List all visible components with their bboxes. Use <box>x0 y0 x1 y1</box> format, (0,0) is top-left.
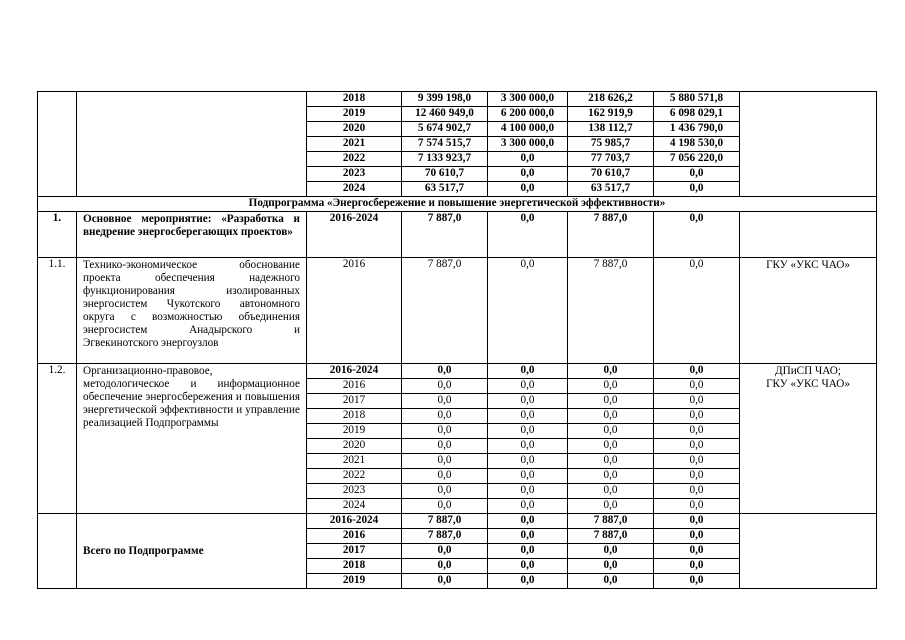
total-cell: 0,0 <box>402 454 488 469</box>
year-cell: 2017 <box>307 394 402 409</box>
value-cell: 0,0 <box>488 559 568 574</box>
total-cell: 63 517,7 <box>402 182 488 197</box>
value-cell: 0,0 <box>654 469 740 484</box>
total-cell: 0,0 <box>402 559 488 574</box>
total-cell: 0,0 <box>402 574 488 589</box>
number-cell <box>38 92 77 197</box>
value-cell: 0,0 <box>488 499 568 514</box>
total-cell: 0,0 <box>402 394 488 409</box>
value-cell: 6 200 000,0 <box>488 107 568 122</box>
year-cell: 2017 <box>307 544 402 559</box>
value-cell: 162 919,9 <box>568 107 654 122</box>
year-cell: 2016-2024 <box>307 514 402 529</box>
name-cell <box>77 92 307 197</box>
total-cell: 0,0 <box>402 439 488 454</box>
subtotal-label: Всего по Подпрограмме <box>77 514 307 589</box>
total-cell: 12 460 949,0 <box>402 107 488 122</box>
year-cell: 2016 <box>307 379 402 394</box>
value-cell: 0,0 <box>654 167 740 182</box>
value-cell: 5 880 571,8 <box>654 92 740 107</box>
year-cell: 2018 <box>307 409 402 424</box>
year-cell: 2016-2024 <box>307 364 402 379</box>
year-cell: 2021 <box>307 454 402 469</box>
responsible-line: ГКУ «УКС ЧАО» <box>766 378 850 390</box>
value-cell: 7 887,0 <box>568 529 654 544</box>
value-cell: 0,0 <box>568 424 654 439</box>
total-cell: 0,0 <box>402 469 488 484</box>
value-cell: 0,0 <box>654 258 740 364</box>
value-cell: 0,0 <box>488 212 568 258</box>
value-cell: 3 300 000,0 <box>488 137 568 152</box>
item-number: 1.1. <box>38 258 77 364</box>
subprogram-row <box>38 197 877 212</box>
value-cell: 0,0 <box>654 484 740 499</box>
value-cell: 0,0 <box>488 574 568 589</box>
value-cell: 0,0 <box>488 484 568 499</box>
item-number: 1.2. <box>38 364 77 514</box>
year-cell: 2024 <box>307 182 402 197</box>
budget-table <box>37 91 877 589</box>
table-row <box>38 92 877 107</box>
total-cell: 0,0 <box>402 499 488 514</box>
total-cell: 0,0 <box>402 544 488 559</box>
value-cell: 0,0 <box>654 379 740 394</box>
value-cell: 0,0 <box>654 454 740 469</box>
value-cell: 77 703,7 <box>568 152 654 167</box>
year-cell: 2022 <box>307 469 402 484</box>
year-cell: 2021 <box>307 137 402 152</box>
year-cell: 2023 <box>307 484 402 499</box>
value-cell: 75 985,7 <box>568 137 654 152</box>
value-cell: 3 300 000,0 <box>488 92 568 107</box>
value-cell: 0,0 <box>654 424 740 439</box>
table-row <box>38 364 877 379</box>
year-cell: 2020 <box>307 122 402 137</box>
value-cell: 7 887,0 <box>568 212 654 258</box>
total-cell: 0,0 <box>402 424 488 439</box>
value-cell: 218 626,2 <box>568 92 654 107</box>
value-cell: 0,0 <box>488 167 568 182</box>
year-cell: 2024 <box>307 499 402 514</box>
responsible-cell: ГКУ «УКС ЧАО» <box>740 258 877 364</box>
value-cell: 0,0 <box>654 409 740 424</box>
value-cell: 0,0 <box>654 574 740 589</box>
total-cell: 9 399 198,0 <box>402 92 488 107</box>
value-cell: 0,0 <box>488 439 568 454</box>
value-cell: 0,0 <box>488 409 568 424</box>
total-cell: 0,0 <box>402 364 488 379</box>
year-cell: 2016-2024 <box>307 212 402 258</box>
value-cell: 0,0 <box>488 394 568 409</box>
year-cell: 2019 <box>307 574 402 589</box>
total-cell: 7 887,0 <box>402 258 488 364</box>
value-cell: 0,0 <box>568 574 654 589</box>
value-cell: 0,0 <box>568 484 654 499</box>
total-cell: 0,0 <box>402 484 488 499</box>
value-cell: 7 056 220,0 <box>654 152 740 167</box>
value-cell: 0,0 <box>488 182 568 197</box>
year-cell: 2018 <box>307 92 402 107</box>
responsible-cell <box>740 212 877 258</box>
value-cell: 6 098 029,1 <box>654 107 740 122</box>
value-cell: 0,0 <box>488 424 568 439</box>
total-cell: 70 610,7 <box>402 167 488 182</box>
total-cell: 5 674 902,7 <box>402 122 488 137</box>
value-cell: 0,0 <box>488 258 568 364</box>
item-number: 1. <box>38 212 77 258</box>
total-cell: 7 133 923,7 <box>402 152 488 167</box>
total-cell: 7 887,0 <box>402 514 488 529</box>
value-cell: 4 198 530,0 <box>654 137 740 152</box>
value-cell: 0,0 <box>568 469 654 484</box>
value-cell: 0,0 <box>654 439 740 454</box>
value-cell: 1 436 790,0 <box>654 122 740 137</box>
total-cell: 7 574 515,7 <box>402 137 488 152</box>
responsible-cell <box>740 514 877 589</box>
year-cell: 2016 <box>307 529 402 544</box>
value-cell: 0,0 <box>488 469 568 484</box>
value-cell: 0,0 <box>488 379 568 394</box>
number-cell <box>38 514 77 589</box>
value-cell: 0,0 <box>654 514 740 529</box>
value-cell: 7 887,0 <box>568 514 654 529</box>
value-cell: 0,0 <box>488 152 568 167</box>
year-cell: 2023 <box>307 167 402 182</box>
value-cell: 0,0 <box>654 394 740 409</box>
value-cell: 0,0 <box>654 182 740 197</box>
value-cell: 0,0 <box>568 439 654 454</box>
value-cell: 0,0 <box>654 559 740 574</box>
table-row <box>38 258 877 364</box>
responsible-line: ДПиСП ЧАО; <box>774 365 841 377</box>
value-cell: 0,0 <box>568 499 654 514</box>
subprogram-title: Подпрограмма «Энергосбережение и повышение энергетической эффективности» <box>38 197 877 212</box>
year-cell: 2019 <box>307 424 402 439</box>
value-cell: 0,0 <box>568 559 654 574</box>
year-cell: 2020 <box>307 439 402 454</box>
year-cell: 2018 <box>307 559 402 574</box>
value-cell: 63 517,7 <box>568 182 654 197</box>
value-cell: 0,0 <box>654 364 740 379</box>
total-cell: 7 887,0 <box>402 529 488 544</box>
total-cell: 7 887,0 <box>402 212 488 258</box>
value-cell: 0,0 <box>488 529 568 544</box>
value-cell: 138 112,7 <box>568 122 654 137</box>
value-cell: 0,0 <box>654 499 740 514</box>
value-cell: 0,0 <box>568 409 654 424</box>
value-cell: 0,0 <box>654 529 740 544</box>
value-cell: 7 887,0 <box>568 258 654 364</box>
item-name: Организационно-правовое, методологическое и информационное обеспечение энергосбережения и повышения энергетической эффективности и управление реализацией Подпрограммы <box>77 364 307 514</box>
value-cell: 4 100 000,0 <box>488 122 568 137</box>
table-row <box>38 514 877 529</box>
total-cell: 0,0 <box>402 379 488 394</box>
year-cell: 2022 <box>307 152 402 167</box>
value-cell: 0,0 <box>568 394 654 409</box>
value-cell: 0,0 <box>568 544 654 559</box>
responsible-cell <box>740 92 877 197</box>
table-row <box>38 212 877 258</box>
value-cell: 0,0 <box>488 544 568 559</box>
value-cell: 0,0 <box>488 364 568 379</box>
value-cell: 0,0 <box>488 514 568 529</box>
value-cell: 0,0 <box>654 212 740 258</box>
value-cell: 0,0 <box>654 544 740 559</box>
value-cell: 0,0 <box>568 454 654 469</box>
year-cell: 2019 <box>307 107 402 122</box>
value-cell: 0,0 <box>488 454 568 469</box>
value-cell: 0,0 <box>568 379 654 394</box>
item-name: Основное мероприятие: «Разработка и внедрение энергосберегающих проектов» <box>77 212 307 258</box>
total-cell: 0,0 <box>402 409 488 424</box>
year-cell: 2016 <box>307 258 402 364</box>
item-name: Технико-экономическое обоснование проекта обеспечения надежного функционирования изолированных энергосистем Чукотского автономного округа с возможностью объединения энергосистем Анадырского и Эгвекинотского энергоузлов <box>77 258 307 364</box>
responsible-cell <box>740 364 877 514</box>
value-cell: 0,0 <box>568 364 654 379</box>
value-cell: 70 610,7 <box>568 167 654 182</box>
